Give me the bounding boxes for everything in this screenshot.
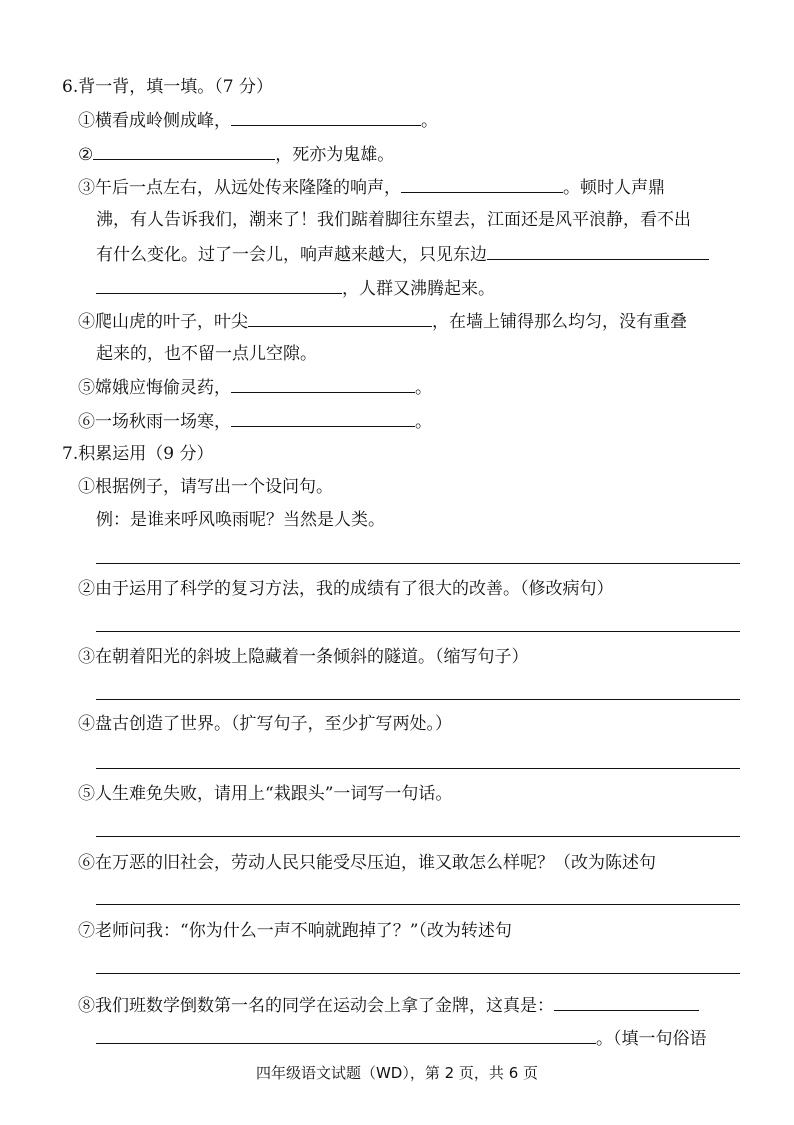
q7-item-6-answer-line[interactable] <box>96 904 740 905</box>
q7-item-3: ③在朝着阳光的斜坡上隐藏着一条倾斜的隧道。（缩写句子） <box>78 647 529 667</box>
page-footer: 四年级语文试题（WD），第 2 页，共 6 页 <box>255 1064 539 1082</box>
q7-item-8-blank-2[interactable] <box>96 1027 596 1044</box>
q6-item-2-blank[interactable] <box>93 143 275 160</box>
q7-item-7-answer-line[interactable] <box>96 973 740 974</box>
q6-item-2-text: ，死亦为鬼雄。 <box>275 145 395 165</box>
q7-item-8-text: ⑧我们班数学倒数第一名的同学在运动会上拿了金牌，这真是： <box>78 996 554 1016</box>
q7-item-2-answer-line[interactable] <box>96 631 740 632</box>
q7-item-1-example: 例：是谁来呼风唤雨呢？当然是人类。 <box>96 510 385 530</box>
q7-item-4: ④盘古创造了世界。（扩写句子，至少扩写两处。） <box>78 714 452 734</box>
q6-item-3-blank-3[interactable] <box>96 277 342 294</box>
q6-item-3-blank-2[interactable] <box>487 243 709 260</box>
q7-item-1-answer-line[interactable] <box>96 563 740 564</box>
q6-item-3-text-d: 有什么变化。过了一会儿，响声越来越大，只见东边 <box>96 245 487 265</box>
q6-item-4-line2: 起来的，也不留一点儿空隙。 <box>96 344 317 364</box>
q7-item-2: ②由于运用了科学的复习方法，我的成绩有了很大的改善。（修改病句） <box>78 579 614 599</box>
q6-item-5-text: ⑤嫦娥应悔偷灵药， <box>78 378 231 398</box>
q6-item-3-text-a: ③午后一点左右，从远处传来隆隆的响声， <box>78 178 401 198</box>
q6-item-3-line4 <box>96 277 495 300</box>
q6-item-3-line2: 沸，有人告诉我们，潮来了！我们踮着脚往东望去，江面还是风平浪静，看不出 <box>96 210 691 230</box>
q6-item-1-blank[interactable] <box>231 109 421 126</box>
q6-title: 6.背一背，填一填。（7 分） <box>62 77 273 97</box>
q6-item-4-blank[interactable] <box>248 310 432 327</box>
q6-item-4-text-b: ，在墙上铺得那么均匀，没有重叠 <box>432 312 687 332</box>
q7-item-8-line1 <box>78 994 699 1017</box>
q7-item-5-answer-line[interactable] <box>96 836 740 837</box>
q6-item-3-blank-1[interactable] <box>401 176 563 193</box>
q7-item-1: ①根据例子，请写出一个设问句。 <box>78 477 333 497</box>
q6-item-2 <box>78 143 394 166</box>
q6-item-5 <box>78 376 432 399</box>
q6-item-3-text-b: 。顿时人声鼎 <box>563 178 665 198</box>
q7-item-5: ⑤人生难免失败，请用上“栽跟头”一词写一句话。 <box>78 784 453 804</box>
q7-item-6: ⑥在万恶的旧社会，劳动人民只能受尽压迫，谁又敢怎么样呢？（改为陈述句 <box>78 853 656 873</box>
q6-item-3-line3 <box>96 243 709 266</box>
q6-item-6-blank[interactable] <box>231 410 415 427</box>
q7-item-8-blank-1[interactable] <box>554 994 699 1011</box>
q6-item-4-text-a: ④爬山虎的叶子，叶尖 <box>78 312 248 332</box>
q6-item-3-line1 <box>78 176 665 199</box>
q7-item-4-answer-line[interactable] <box>96 768 740 769</box>
q6-item-1-text: ①横看成岭侧成峰， <box>78 111 231 131</box>
q6-item-1 <box>78 109 438 132</box>
q6-item-6-end: 。 <box>415 412 432 432</box>
q6-item-4-line1 <box>78 310 687 333</box>
q6-item-6-text: ⑥一场秋雨一场寒， <box>78 412 231 432</box>
q6-item-6 <box>78 410 432 433</box>
q7-item-3-answer-line[interactable] <box>96 699 740 700</box>
q7-item-7: ⑦老师问我：“你为什么一声不响就跑掉了？”（改为转述句 <box>78 921 512 941</box>
q6-item-2-num: ② <box>78 145 94 165</box>
q7-item-8-line2 <box>96 1027 707 1050</box>
q7-title: 7.积累运用（9 分） <box>62 444 214 464</box>
q7-item-8-end: 。（填一句俗语 <box>596 1029 707 1049</box>
q6-item-5-blank[interactable] <box>231 376 415 393</box>
q6-item-1-end: 。 <box>421 111 438 131</box>
q6-item-3-text-e: ，人群又沸腾起来。 <box>342 279 495 299</box>
q6-item-5-end: 。 <box>415 378 432 398</box>
